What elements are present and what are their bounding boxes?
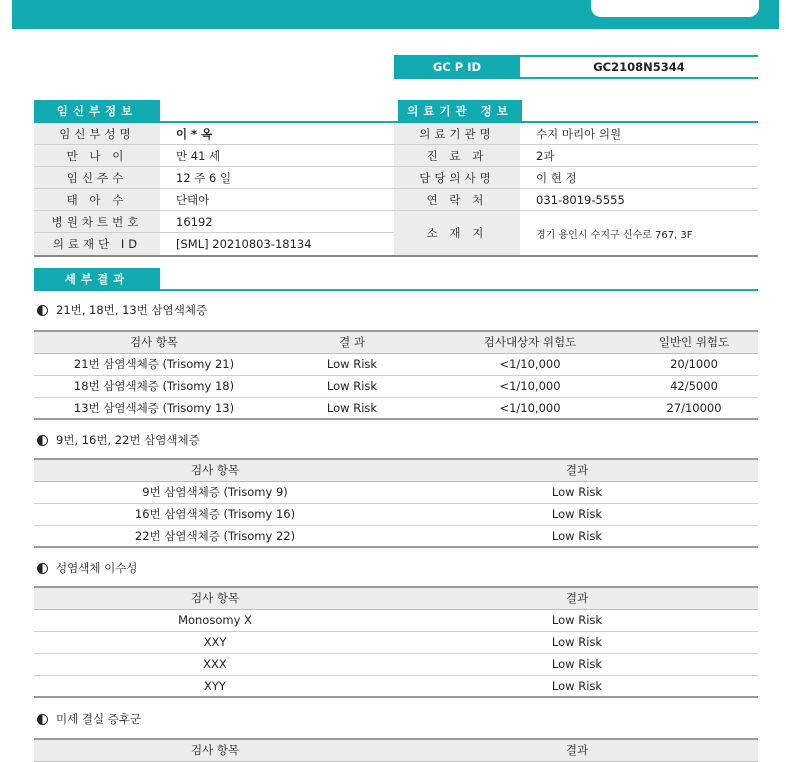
subject-risk: <1/10,000 [430, 353, 630, 375]
section2-heading [37, 432, 200, 448]
info-key: 태 아 수 [34, 189, 160, 210]
col-header: 결과 [396, 587, 758, 609]
section4-heading [37, 711, 141, 727]
details-divider [34, 289, 758, 291]
info-row [394, 167, 758, 189]
fetus-count: 단태아 [176, 192, 210, 207]
test-item: Monosomy X [34, 609, 396, 631]
info-key: 연 락 처 [394, 189, 520, 210]
test-result: Low Risk [274, 397, 430, 419]
col-header: 검사 항목 [34, 459, 396, 481]
info-row [34, 189, 394, 211]
gestational-week: 12 주 6 일 [176, 170, 232, 185]
table-row [34, 503, 758, 525]
institution-info-title: 의료기관 정보 [398, 100, 522, 121]
address: 경기 용인시 수지구 신수로 767, 3F [536, 229, 693, 241]
info-row [394, 189, 758, 211]
section1-title: 21번, 18번, 13번 삼염색체증 [56, 303, 208, 317]
section1-table [34, 330, 758, 420]
gcp-id-strip [394, 55, 758, 79]
pregnant-info-title: 임신부정보 [34, 100, 160, 121]
table-row [34, 525, 758, 547]
gcp-id-label: GC P ID [394, 57, 520, 77]
col-header: 일반인 위험도 [630, 331, 758, 353]
test-item: 22번 삼염색체증 (Trisomy 22) [34, 525, 396, 547]
info-row [34, 233, 394, 255]
table-row [34, 481, 758, 503]
foundation-id: [SML] 20210803-18134 [176, 237, 312, 251]
section4-table [34, 738, 758, 762]
table-row [34, 397, 758, 419]
test-result: Low Risk [396, 503, 758, 525]
info-row [394, 123, 758, 145]
test-result: Low Risk [274, 353, 430, 375]
table-row [34, 653, 758, 675]
half-circle-icon [37, 714, 48, 725]
section1-heading [37, 302, 207, 318]
col-header: 결과 [396, 459, 758, 481]
general-risk: 27/10000 [630, 397, 758, 419]
half-circle-icon [37, 305, 48, 316]
col-header: 검사 항목 [34, 739, 396, 761]
info-row [34, 167, 394, 189]
info-row [394, 211, 758, 255]
info-key: 진 료 과 [394, 145, 520, 166]
institution-info-table [394, 123, 758, 257]
test-result: Low Risk [396, 609, 758, 631]
section4-title: 미세 결실 증후군 [56, 712, 142, 726]
info-key: 의료기관명 [394, 123, 520, 144]
section3-heading [37, 560, 137, 576]
info-key: 임신부성명 [34, 123, 160, 144]
pregnant-info-table [34, 123, 394, 257]
contact-number: 031-8019-5555 [536, 192, 625, 207]
general-risk: 20/1000 [630, 353, 758, 375]
table-row [34, 609, 758, 631]
table-header-row [34, 587, 758, 609]
test-result: Low Risk [396, 653, 758, 675]
test-result: Low Risk [396, 525, 758, 547]
info-row [394, 145, 758, 167]
test-item: 13번 삼염색체증 (Trisomy 13) [34, 397, 274, 419]
section3-table [34, 586, 758, 698]
test-result: Low Risk [396, 481, 758, 503]
table-row [34, 353, 758, 375]
test-result: Low Risk [274, 375, 430, 397]
info-key: 의료재단 ID [34, 233, 160, 255]
test-item: 16번 삼염색체증 (Trisomy 16) [34, 503, 396, 525]
table-row [34, 631, 758, 653]
doctor-name: 이 현 정 [536, 170, 577, 185]
half-circle-icon [37, 435, 48, 446]
subject-risk: <1/10,000 [430, 397, 630, 419]
details-title: 세부결과 [34, 268, 160, 289]
info-key: 소 재 지 [394, 211, 520, 255]
patient-age: 만 41 세 [176, 148, 221, 163]
col-header: 결 과 [274, 331, 430, 353]
test-result: Low Risk [396, 675, 758, 697]
info-key: 담당의사명 [394, 167, 520, 188]
institution-name: 수지 마리아 의원 [536, 126, 622, 141]
test-item: 18번 삼염색체증 (Trisomy 18) [34, 375, 274, 397]
info-row [34, 145, 394, 167]
section2-table [34, 458, 758, 548]
test-item: XYY [34, 675, 396, 697]
patient-name: 이 * 옥 [176, 126, 213, 141]
chart-number: 16192 [176, 214, 213, 229]
header-bar [12, 0, 779, 29]
col-header: 검사 항목 [34, 331, 274, 353]
info-key: 병원차트번호 [34, 211, 160, 232]
section3-title: 성염색체 이수성 [56, 561, 138, 575]
table-row [34, 675, 758, 697]
test-item: 9번 삼염색체증 (Trisomy 9) [34, 481, 396, 503]
info-row [34, 211, 394, 233]
gcp-id-value: GC2108N5344 [593, 60, 685, 74]
table-row [34, 375, 758, 397]
header-tab [591, 0, 759, 17]
test-item: XXY [34, 631, 396, 653]
general-risk: 42/5000 [630, 375, 758, 397]
test-item: 21번 삼염색체증 (Trisomy 21) [34, 353, 274, 375]
table-header-row [34, 459, 758, 481]
col-header: 검사대상자 위험도 [430, 331, 630, 353]
section2-title: 9번, 16번, 22번 삼염색체증 [56, 433, 200, 447]
info-key: 만 나 이 [34, 145, 160, 166]
subject-risk: <1/10,000 [430, 375, 630, 397]
info-row [34, 123, 394, 145]
test-item: XXX [34, 653, 396, 675]
table-header-row [34, 739, 758, 761]
info-key: 임신주수 [34, 167, 160, 188]
department: 2과 [536, 148, 555, 163]
table-header-row [34, 331, 758, 353]
col-header: 결과 [396, 739, 758, 761]
col-header: 검사 항목 [34, 587, 396, 609]
test-result: Low Risk [396, 631, 758, 653]
half-circle-icon [37, 563, 48, 574]
